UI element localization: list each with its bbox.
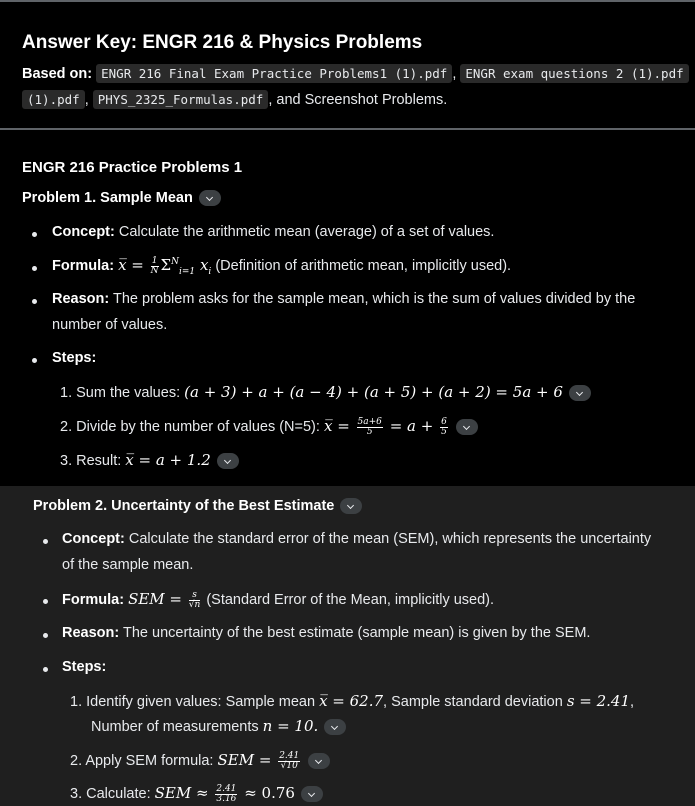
problem-title — [33, 498, 362, 514]
based-on-tail: and Screenshot Problems. — [276, 92, 448, 108]
step-math: SEM = $\frac{2.41}{√10}$ — [217, 750, 300, 771]
formula-label: Formula: — [62, 592, 125, 608]
step-text: 3. Calculate: — [70, 786, 151, 802]
file-chip-3[interactable]: PHYS_2325_Formulas.pdf — [93, 90, 269, 109]
mean-formula: x̅ = $\frac{1}{N}$ $\Sigma^N_{i=1}$ $x_i$ — [118, 255, 212, 277]
problem-title-text: Problem 1. Sample Mean — [22, 190, 193, 206]
formula-line — [62, 590, 494, 610]
reason-line — [62, 625, 590, 641]
bullet — [43, 539, 48, 544]
bullet — [43, 667, 48, 672]
reason-line — [52, 291, 635, 307]
step-text: , Sample standard deviation — [383, 694, 563, 710]
step-math: x̅ = a + 1.2 — [125, 451, 211, 469]
bullet — [32, 266, 37, 271]
steps-label: Steps: — [62, 659, 107, 675]
reason-label: Reason: — [62, 625, 120, 641]
bullet — [32, 299, 37, 304]
formula-note: (Definition of arithmetic mean, implicitly used). — [215, 258, 512, 274]
concept-line — [52, 224, 494, 240]
step-2 — [60, 417, 478, 437]
problem-title — [22, 190, 221, 206]
separator: , — [452, 66, 457, 82]
concept-label: Concept: — [62, 531, 125, 547]
step-text: 1. Sum the values: — [60, 385, 181, 401]
step-math: s = 2.41 — [566, 692, 631, 710]
separator: , — [84, 92, 89, 108]
based-on-label: Based on: — [22, 66, 93, 82]
step-1 — [60, 383, 591, 401]
chevron-down-icon[interactable] — [217, 453, 239, 469]
step-text: 2. Apply SEM formula: — [70, 753, 214, 769]
concept-text: Calculate the standard error of the mean (SEM), which represents the uncertainty — [128, 531, 652, 547]
based-on-line — [22, 66, 689, 82]
chevron-down-icon[interactable] — [569, 385, 591, 401]
section-heading: ENGR 216 Practice Problems 1 — [22, 159, 243, 176]
bullet — [43, 633, 48, 638]
step-math: (a + 3) + a + (a − 4) + (a + 5) + (a + 2) = 5a + 6 — [184, 383, 563, 401]
step-text: 2. Divide by the number of values (N=5): — [60, 419, 320, 435]
step-text: , — [630, 694, 635, 710]
formula-line — [52, 256, 511, 277]
chevron-down-icon[interactable] — [340, 498, 362, 514]
step-math: x̅ = $\frac{5a+6}{5}$ = a + $\frac{6}{5}$ — [323, 416, 447, 437]
top-divider — [0, 0, 695, 2]
file-chip-2-cont[interactable]: (1).pdf — [22, 90, 85, 109]
header-divider — [0, 128, 695, 130]
file-chip-2[interactable]: ENGR exam questions 2 (1).pdf — [460, 64, 688, 83]
chevron-down-icon[interactable] — [301, 786, 323, 802]
sem-formula: SEM = $\frac{s}{√n}$ — [128, 589, 201, 610]
step-math: SEM ≈ $\frac{2.41}{3.16}$ ≈ 0.76 — [154, 783, 295, 804]
step-math: x̅ = 62.7 — [319, 692, 384, 710]
file-chip-1[interactable]: ENGR 216 Final Exam Practice Problems1 (1).pdf — [96, 64, 452, 83]
chevron-down-icon[interactable] — [456, 419, 478, 435]
concept-label: Concept: — [52, 224, 115, 240]
step-2 — [70, 751, 330, 771]
reason-line-2: number of values. — [52, 317, 168, 333]
bullet — [32, 232, 37, 237]
concept-line-2: of the sample mean. — [62, 557, 194, 573]
page-title: Answer Key: ENGR 216 & Physics Problems — [22, 32, 423, 53]
step-math: n = 10. — [262, 717, 319, 735]
bullet — [43, 599, 48, 604]
chevron-down-icon[interactable] — [199, 190, 221, 206]
step-3 — [70, 784, 323, 804]
reason-label: Reason: — [52, 291, 110, 307]
step-3 — [60, 451, 239, 469]
based-on-line-2 — [22, 92, 447, 108]
formula-note: (Standard Error of the Mean, implicitly used). — [206, 592, 495, 608]
formula-label: Formula: — [52, 258, 115, 274]
step-text: Number of measurements — [91, 719, 259, 735]
steps-label: Steps: — [52, 350, 97, 366]
separator: , — [268, 92, 273, 108]
concept-line — [62, 531, 651, 547]
chevron-down-icon[interactable] — [324, 719, 346, 735]
step-text: 3. Result: — [60, 453, 122, 469]
bullet — [32, 358, 37, 363]
reason-text: The problem asks for the sample mean, which is the sum of values divided by the — [113, 291, 636, 307]
chevron-down-icon[interactable] — [308, 753, 330, 769]
step-1 — [70, 692, 634, 710]
step-1-line-2 — [91, 717, 346, 735]
problem-title-text: Problem 2. Uncertainty of the Best Estimate — [33, 498, 335, 514]
concept-text: Calculate the arithmetic mean (average) of a set of values. — [118, 224, 495, 240]
step-text: 1. Identify given values: Sample mean — [70, 694, 316, 710]
reason-text: The uncertainty of the best estimate (sample mean) is given by the SEM. — [123, 625, 591, 641]
